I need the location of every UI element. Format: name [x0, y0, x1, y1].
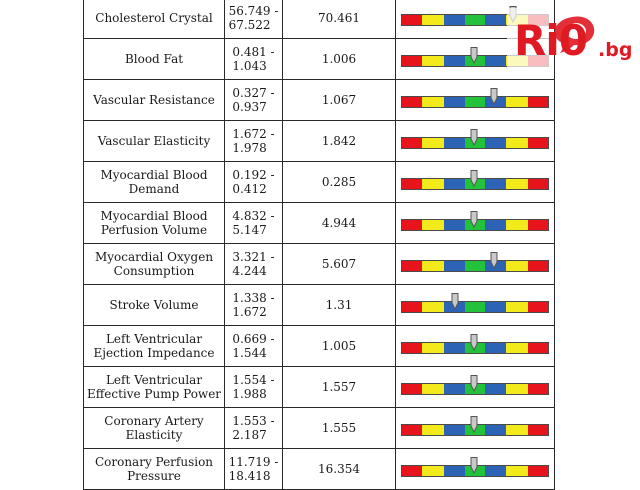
gauge-cell: [396, 162, 555, 203]
normal-range: [232, 127, 274, 155]
measured-value: 1.006: [283, 39, 396, 80]
gauge-segment-red: [402, 466, 422, 476]
gauge-segment-blue: [485, 15, 506, 25]
gauge-segment-red: [528, 97, 548, 107]
measured-value: 1.31: [283, 285, 396, 326]
level-marker-arrow-icon: [470, 416, 478, 433]
measured-value: 1.842: [283, 121, 396, 162]
gauge-segment-blue: [485, 302, 506, 312]
normal-range-cell: [225, 326, 283, 367]
table-row: [84, 244, 555, 285]
measured-value: 4.944: [283, 203, 396, 244]
rio-bg-logo[interactable]: [506, 12, 636, 76]
table-row: [84, 449, 555, 490]
normal-range-cell: [225, 367, 283, 408]
gauge-segment-green: [465, 97, 485, 107]
table-row: [84, 326, 555, 367]
gauge-segment-blue: [485, 179, 506, 189]
gauge-segment-yellow: [422, 97, 443, 107]
indicator-name: Vascular Resistance: [84, 80, 225, 121]
gauge-segment-red: [528, 425, 548, 435]
gauge-segment-blue: [444, 97, 465, 107]
measured-value: 1.005: [283, 326, 396, 367]
gauge-segment-blue: [444, 56, 465, 66]
normal-range-cell: [225, 285, 283, 326]
level-gauge: [401, 383, 549, 395]
normal-range-cell: [225, 121, 283, 162]
gauge-segment-green: [465, 302, 485, 312]
gauge-segment-red: [402, 384, 422, 394]
report-table-body: [84, 0, 555, 490]
gauge-segment-red: [528, 466, 548, 476]
indicator-name: Left Ventricular Ejection Impedance: [84, 326, 225, 367]
measured-value: 1.557: [283, 367, 396, 408]
range-low: 56.749 -: [228, 4, 279, 18]
gauge-segment-yellow: [506, 220, 527, 230]
gauge-segment-red: [528, 343, 548, 353]
range-high: 4.244: [232, 264, 267, 278]
normal-range: [232, 414, 274, 442]
logo-tld: .bg: [598, 39, 633, 61]
gauge-segment-blue: [485, 384, 506, 394]
normal-range-cell: [225, 0, 283, 39]
gauge-segment-green: [465, 261, 485, 271]
indicator-name: Coronary Perfusion Pressure: [84, 449, 225, 490]
gauge-segment-blue: [444, 220, 465, 230]
indicator-name: Coronary Artery Elasticity: [84, 408, 225, 449]
gauge-segment-blue: [485, 425, 506, 435]
range-low: 4.832 -: [232, 209, 275, 223]
gauge-cell: [396, 80, 555, 121]
gauge-segment-yellow: [422, 220, 443, 230]
table-row: [84, 408, 555, 449]
level-gauge: [401, 301, 549, 313]
gauge-segment-red: [402, 56, 422, 66]
range-high: 18.418: [228, 469, 271, 483]
gauge-segment-red: [528, 138, 548, 148]
gauge-segment-red: [402, 302, 422, 312]
level-marker-arrow-icon: [470, 334, 478, 351]
table-row: [84, 0, 555, 39]
gauge-cell: [396, 285, 555, 326]
level-gauge: [401, 424, 549, 436]
normal-range-cell: [225, 203, 283, 244]
table-row: [84, 285, 555, 326]
range-low: 0.192 -: [232, 168, 275, 182]
level-marker-arrow-icon: [451, 293, 459, 310]
level-gauge: [401, 465, 549, 477]
normal-range: [232, 168, 274, 196]
indicator-name: Myocardial Blood Perfusion Volume: [84, 203, 225, 244]
normal-range: [229, 4, 279, 32]
gauge-segment-blue: [485, 220, 506, 230]
gauge-segment-blue: [444, 466, 465, 476]
gauge-segment-blue: [485, 138, 506, 148]
table-row: [84, 121, 555, 162]
table-row: [84, 80, 555, 121]
indicator-name: Myocardial Blood Demand: [84, 162, 225, 203]
gauge-segment-red: [402, 220, 422, 230]
normal-range-cell: [225, 244, 283, 285]
gauge-segment-red: [402, 97, 422, 107]
gauge-segment-blue: [485, 343, 506, 353]
range-high: 1.043: [232, 59, 267, 73]
level-gauge: [401, 260, 549, 272]
gauge-segment-red: [528, 384, 548, 394]
range-low: 3.321 -: [232, 250, 275, 264]
level-marker-arrow-icon: [470, 211, 478, 228]
indicator-name: Left Ventricular Effective Pump Power: [84, 367, 225, 408]
gauge-segment-blue: [444, 343, 465, 353]
range-low: 0.669 -: [232, 332, 275, 346]
measured-value: 5.607: [283, 244, 396, 285]
gauge-segment-red: [402, 179, 422, 189]
measured-value: 16.354: [283, 449, 396, 490]
table-row: [84, 39, 555, 80]
range-low: 1.553 -: [232, 414, 275, 428]
normal-range: [232, 250, 274, 278]
gauge-cell: [396, 408, 555, 449]
level-gauge: [401, 342, 549, 354]
table-row: [84, 367, 555, 408]
normal-range-cell: [225, 162, 283, 203]
level-gauge: [401, 137, 549, 149]
gauge-segment-red: [402, 261, 422, 271]
gauge-segment-yellow: [506, 466, 527, 476]
gauge-segment-yellow: [506, 343, 527, 353]
report-table: [83, 0, 555, 490]
level-marker-arrow-icon: [470, 129, 478, 146]
level-marker-arrow-icon: [470, 375, 478, 392]
gauge-segment-blue: [485, 56, 506, 66]
gauge-segment-yellow: [506, 261, 527, 271]
gauge-segment-blue: [444, 261, 465, 271]
range-high: 1.672: [232, 305, 267, 319]
gauge-segment-yellow: [422, 179, 443, 189]
normal-range: [232, 209, 274, 237]
table-row: [84, 162, 555, 203]
gauge-segment-yellow: [422, 15, 443, 25]
range-high: 0.412: [232, 182, 267, 196]
indicator-name: Vascular Elasticity: [84, 121, 225, 162]
range-low: 1.338 -: [232, 291, 275, 305]
normal-range-cell: [225, 39, 283, 80]
gauge-segment-yellow: [506, 302, 527, 312]
range-low: 1.554 -: [232, 373, 275, 387]
gauge-segment-blue: [444, 179, 465, 189]
gauge-segment-blue: [444, 15, 465, 25]
range-high: 1.988: [232, 387, 267, 401]
gauge-segment-red: [528, 261, 548, 271]
gauge-segment-red: [402, 343, 422, 353]
range-high: 5.147: [232, 223, 267, 237]
normal-range: [232, 332, 274, 360]
range-high: 2.187: [232, 428, 267, 442]
indicator-name: Cholesterol Crystal: [84, 0, 225, 39]
gauge-cell: [396, 121, 555, 162]
gauge-segment-red: [528, 179, 548, 189]
gauge-segment-red: [528, 302, 548, 312]
gauge-cell: [396, 203, 555, 244]
measured-value: 0.285: [283, 162, 396, 203]
normal-range-cell: [225, 80, 283, 121]
range-low: 0.327 -: [232, 86, 275, 100]
gauge-cell: [396, 244, 555, 285]
measured-value: 70.461: [283, 0, 396, 39]
range-high: 1.544: [232, 346, 267, 360]
gauge-cell: [396, 326, 555, 367]
level-gauge: [401, 96, 549, 108]
gauge-cell: [396, 449, 555, 490]
gauge-segment-yellow: [506, 138, 527, 148]
gauge-segment-red: [402, 15, 422, 25]
gauge-segment-yellow: [422, 425, 443, 435]
normal-range-cell: [225, 408, 283, 449]
level-gauge: [401, 219, 549, 231]
normal-range: [229, 455, 279, 483]
gauge-segment-blue: [444, 384, 465, 394]
level-marker-arrow-icon: [470, 47, 478, 64]
gauge-segment-yellow: [422, 343, 443, 353]
range-low: 11.719 -: [228, 455, 279, 469]
indicator-name: Stroke Volume: [84, 285, 225, 326]
level-gauge: [401, 178, 549, 190]
measured-value: 1.067: [283, 80, 396, 121]
range-high: 67.522: [228, 18, 271, 32]
normal-range-cell: [225, 449, 283, 490]
gauge-segment-yellow: [506, 179, 527, 189]
logo-text: Ri0: [514, 16, 587, 65]
gauge-segment-blue: [444, 138, 465, 148]
gauge-segment-yellow: [422, 261, 443, 271]
level-marker-arrow-icon: [470, 170, 478, 187]
indicator-name: Blood Fat: [84, 39, 225, 80]
gauge-segment-red: [402, 425, 422, 435]
gauge-segment-yellow: [422, 56, 443, 66]
level-marker-arrow-icon: [490, 252, 498, 269]
measured-value: 1.555: [283, 408, 396, 449]
gauge-cell: [396, 367, 555, 408]
gauge-segment-yellow: [422, 384, 443, 394]
gauge-segment-yellow: [506, 97, 527, 107]
normal-range: [232, 86, 274, 114]
gauge-segment-blue: [444, 425, 465, 435]
gauge-segment-red: [402, 138, 422, 148]
level-marker-arrow-icon: [470, 457, 478, 474]
range-low: 0.481 -: [232, 45, 275, 59]
gauge-segment-red: [528, 220, 548, 230]
normal-range: [232, 291, 274, 319]
normal-range: [232, 373, 274, 401]
normal-range: [232, 45, 274, 73]
gauge-segment-yellow: [422, 138, 443, 148]
gauge-segment-yellow: [506, 425, 527, 435]
gauge-segment-yellow: [506, 384, 527, 394]
gauge-segment-yellow: [422, 466, 443, 476]
gauge-segment-green: [465, 15, 485, 25]
indicator-name: Myocardial Oxygen Consumption: [84, 244, 225, 285]
range-low: 1.672 -: [232, 127, 275, 141]
table-row: [84, 203, 555, 244]
range-high: 1.978: [232, 141, 267, 155]
gauge-segment-yellow: [422, 302, 443, 312]
gauge-segment-blue: [485, 466, 506, 476]
level-marker-arrow-icon: [490, 88, 498, 105]
range-high: 0.937: [232, 100, 267, 114]
